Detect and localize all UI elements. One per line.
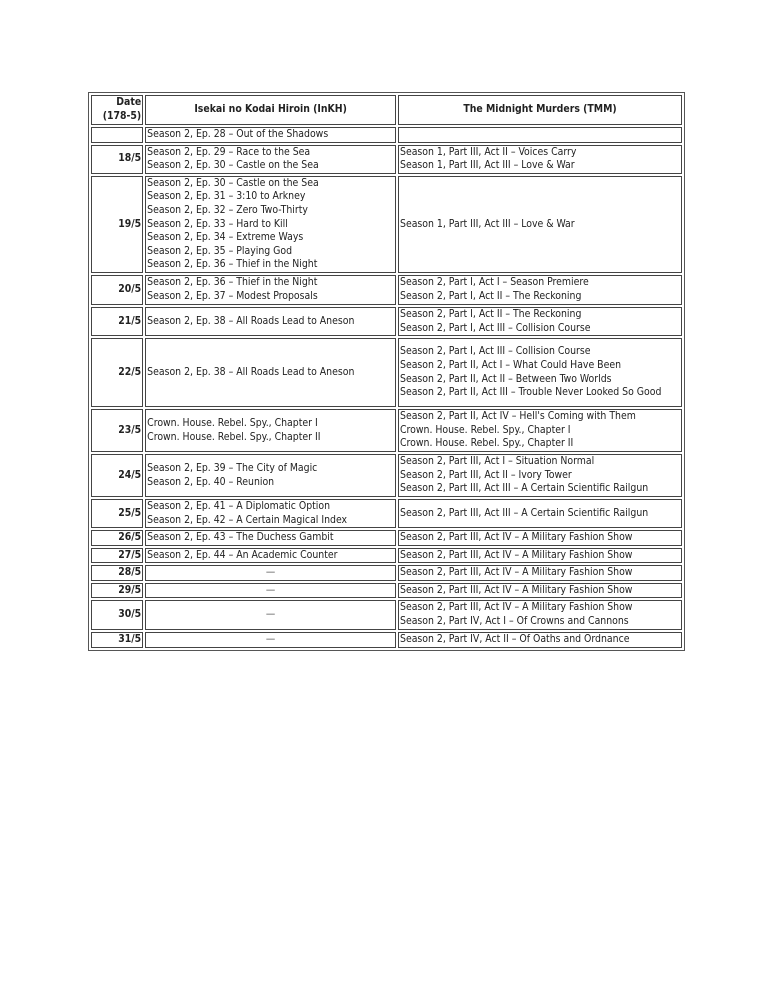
tmm-cell (398, 565, 682, 581)
tmm-entry: Season 2, Part III, Act III – A Certain Scientific Railgun (400, 506, 649, 519)
tmm-cell (398, 338, 682, 407)
inkh-cell (145, 600, 396, 629)
inkh-entry: Season 2, Ep. 34 – Extreme Ways (147, 231, 304, 244)
tmm-cell (398, 176, 682, 273)
inkh-entry: Season 2, Ep. 31 – 3:10 to Arkney (147, 190, 306, 203)
date-cell: 20/5 (91, 275, 143, 305)
tmm-entry: Season 1, Part III, Act II – Voices Carry (400, 145, 577, 158)
date-cell: 25/5 (91, 499, 143, 528)
tmm-cell (398, 307, 682, 336)
header-date (91, 95, 143, 125)
date-cell: 23/5 (91, 409, 143, 452)
tmm-entry: Crown. House. Rebel. Spy., Chapter I (400, 423, 571, 436)
inkh-cell (145, 338, 396, 407)
tmm-entry: Season 2, Part II, Act II – Between Two Worlds (400, 372, 612, 385)
table-row (91, 548, 682, 564)
table-row (91, 127, 682, 143)
tmm-cell (398, 600, 682, 629)
schedule-body (91, 127, 682, 648)
inkh-entry: Season 2, Ep. 30 – Castle on the Sea (147, 176, 319, 189)
inkh-cell (145, 145, 396, 174)
inkh-entry: Season 2, Ep. 36 – Thief in the Night (147, 276, 318, 289)
table-row (91, 454, 682, 497)
tmm-entry: Season 2, Part III, Act I – Situation Normal (400, 455, 595, 468)
inkh-entry: — (265, 566, 276, 579)
header-row (91, 95, 682, 125)
inkh-cell (145, 632, 396, 648)
tmm-cell (398, 548, 682, 564)
tmm-entry: Season 1, Part III, Act III – Love & War (400, 159, 575, 172)
table-row (91, 499, 682, 528)
tmm-entry: Season 1, Part III, Act III – Love & War (400, 217, 575, 230)
date-cell: 27/5 (91, 548, 143, 564)
inkh-entry: Crown. House. Rebel. Spy., Chapter I (147, 417, 318, 430)
inkh-cell (145, 499, 396, 528)
table-row (91, 565, 682, 581)
table-row (91, 176, 682, 273)
inkh-cell (145, 583, 396, 599)
inkh-entry: Season 2, Ep. 32 – Zero Two-Thirty (147, 203, 308, 216)
tmm-cell (398, 454, 682, 497)
date-cell: 30/5 (91, 600, 143, 629)
tmm-cell (398, 632, 682, 648)
inkh-cell (145, 127, 396, 143)
inkh-cell (145, 275, 396, 305)
table-row (91, 338, 682, 407)
date-cell: 26/5 (91, 530, 143, 546)
tmm-cell (398, 275, 682, 305)
inkh-entry: Season 2, Ep. 39 – The City of Magic (147, 461, 318, 474)
inkh-entry: Season 2, Ep. 30 – Castle on the Sea (147, 159, 319, 172)
tmm-entry: Season 2, Part II, Act I – What Could Have Been (400, 359, 622, 372)
tmm-entry: Season 2, Part III, Act IV – A Military Fashion Show (400, 566, 633, 579)
inkh-entry: Season 2, Ep. 28 – Out of the Shadows (147, 128, 329, 140)
tmm-cell (398, 583, 682, 599)
inkh-entry: Season 2, Ep. 35 – Playing God (147, 244, 293, 257)
inkh-cell (145, 548, 396, 564)
inkh-entry: Season 2, Ep. 44 – An Academic Counter (147, 548, 338, 561)
inkh-cell (145, 454, 396, 497)
date-cell: 18/5 (91, 145, 143, 174)
table-row (91, 275, 682, 305)
tmm-entry: Season 2, Part IV, Act I – Of Crowns and Cannons (400, 615, 629, 628)
tmm-entry: Season 2, Part III, Act IV – A Military Fashion Show (400, 583, 633, 596)
tmm-cell (398, 499, 682, 528)
tmm-cell (398, 127, 682, 143)
inkh-entry: Season 2, Ep. 37 – Modest Proposals (147, 289, 318, 302)
inkh-cell (145, 307, 396, 336)
inkh-cell (145, 409, 396, 452)
inkh-entry: Season 2, Ep. 40 – Reunion (147, 475, 275, 488)
tmm-entry: Season 2, Part IV, Act II – Of Oaths and Ordnance (400, 632, 630, 645)
inkh-entry: Season 2, Ep. 29 – Race to the Sea (147, 145, 311, 158)
table-row (91, 145, 682, 174)
inkh-entry: — (265, 608, 276, 621)
tmm-entry: Season 2, Part III, Act II – Ivory Tower (400, 468, 572, 481)
tmm-entry: Season 2, Part II, Act III – Trouble Never Looked So Good (400, 386, 662, 399)
header-date-line: Date (116, 96, 142, 109)
date-cell: 21/5 (91, 307, 143, 336)
tmm-entry: Crown. House. Rebel. Spy., Chapter II (400, 437, 574, 450)
inkh-entry: Season 2, Ep. 33 – Hard to Kill (147, 217, 288, 230)
inkh-entry: — (265, 583, 276, 596)
tmm-entry: Season 2, Part I, Act II – The Reckoning (400, 289, 582, 302)
inkh-entry: Crown. House. Rebel. Spy., Chapter II (147, 430, 321, 443)
tmm-entry: Season 2, Part I, Act II – The Reckoning (400, 307, 582, 320)
table-row (91, 632, 682, 648)
table-row (91, 409, 682, 452)
inkh-entry: Season 2, Ep. 41 – A Diplomatic Option (147, 499, 331, 512)
tmm-entry: Season 2, Part I, Act III – Collision Course (400, 345, 591, 358)
table-row (91, 600, 682, 629)
schedule-table (88, 92, 685, 651)
tmm-entry: Season 2, Part III, Act IV – A Military Fashion Show (400, 601, 633, 614)
tmm-entry: Season 2, Part III, Act III – A Certain Scientific Railgun (400, 482, 649, 495)
table-row (91, 583, 682, 599)
inkh-cell (145, 176, 396, 273)
header-inkh: Isekai no Kodai Hiroin (InKH) (145, 95, 396, 125)
tmm-entry: Season 2, Part I, Act I – Season Premiere (400, 276, 589, 289)
header-date-line: (178-5) (102, 110, 142, 122)
inkh-entry: — (265, 632, 276, 645)
date-cell: 19/5 (91, 176, 143, 273)
tmm-cell (398, 409, 682, 452)
inkh-entry: Season 2, Ep. 42 – A Certain Magical Index (147, 513, 348, 526)
inkh-entry: Season 2, Ep. 38 – All Roads Lead to Aneson (147, 365, 355, 378)
tmm-entry: Season 2, Part III, Act IV – A Military Fashion Show (400, 531, 633, 544)
table-row (91, 307, 682, 336)
date-cell: 28/5 (91, 565, 143, 581)
date-cell (91, 127, 143, 143)
date-cell: 22/5 (91, 338, 143, 407)
table-row (91, 530, 682, 546)
tmm-entry: Season 2, Part III, Act IV – A Military Fashion Show (400, 548, 633, 561)
tmm-entry: Season 2, Part I, Act III – Collision Course (400, 321, 591, 334)
inkh-entry: Season 2, Ep. 43 – The Duchess Gambit (147, 531, 334, 544)
tmm-entry: Season 2, Part II, Act IV – Hell's Coming with Them (400, 410, 636, 423)
date-cell: 31/5 (91, 632, 143, 648)
tmm-cell (398, 530, 682, 546)
inkh-cell (145, 530, 396, 546)
inkh-entry: Season 2, Ep. 36 – Thief in the Night (147, 258, 318, 271)
tmm-cell (398, 145, 682, 174)
inkh-entry: Season 2, Ep. 38 – All Roads Lead to Aneson (147, 314, 355, 327)
inkh-cell (145, 565, 396, 581)
date-cell: 24/5 (91, 454, 143, 497)
date-cell: 29/5 (91, 583, 143, 599)
header-tmm: The Midnight Murders (TMM) (398, 95, 682, 125)
